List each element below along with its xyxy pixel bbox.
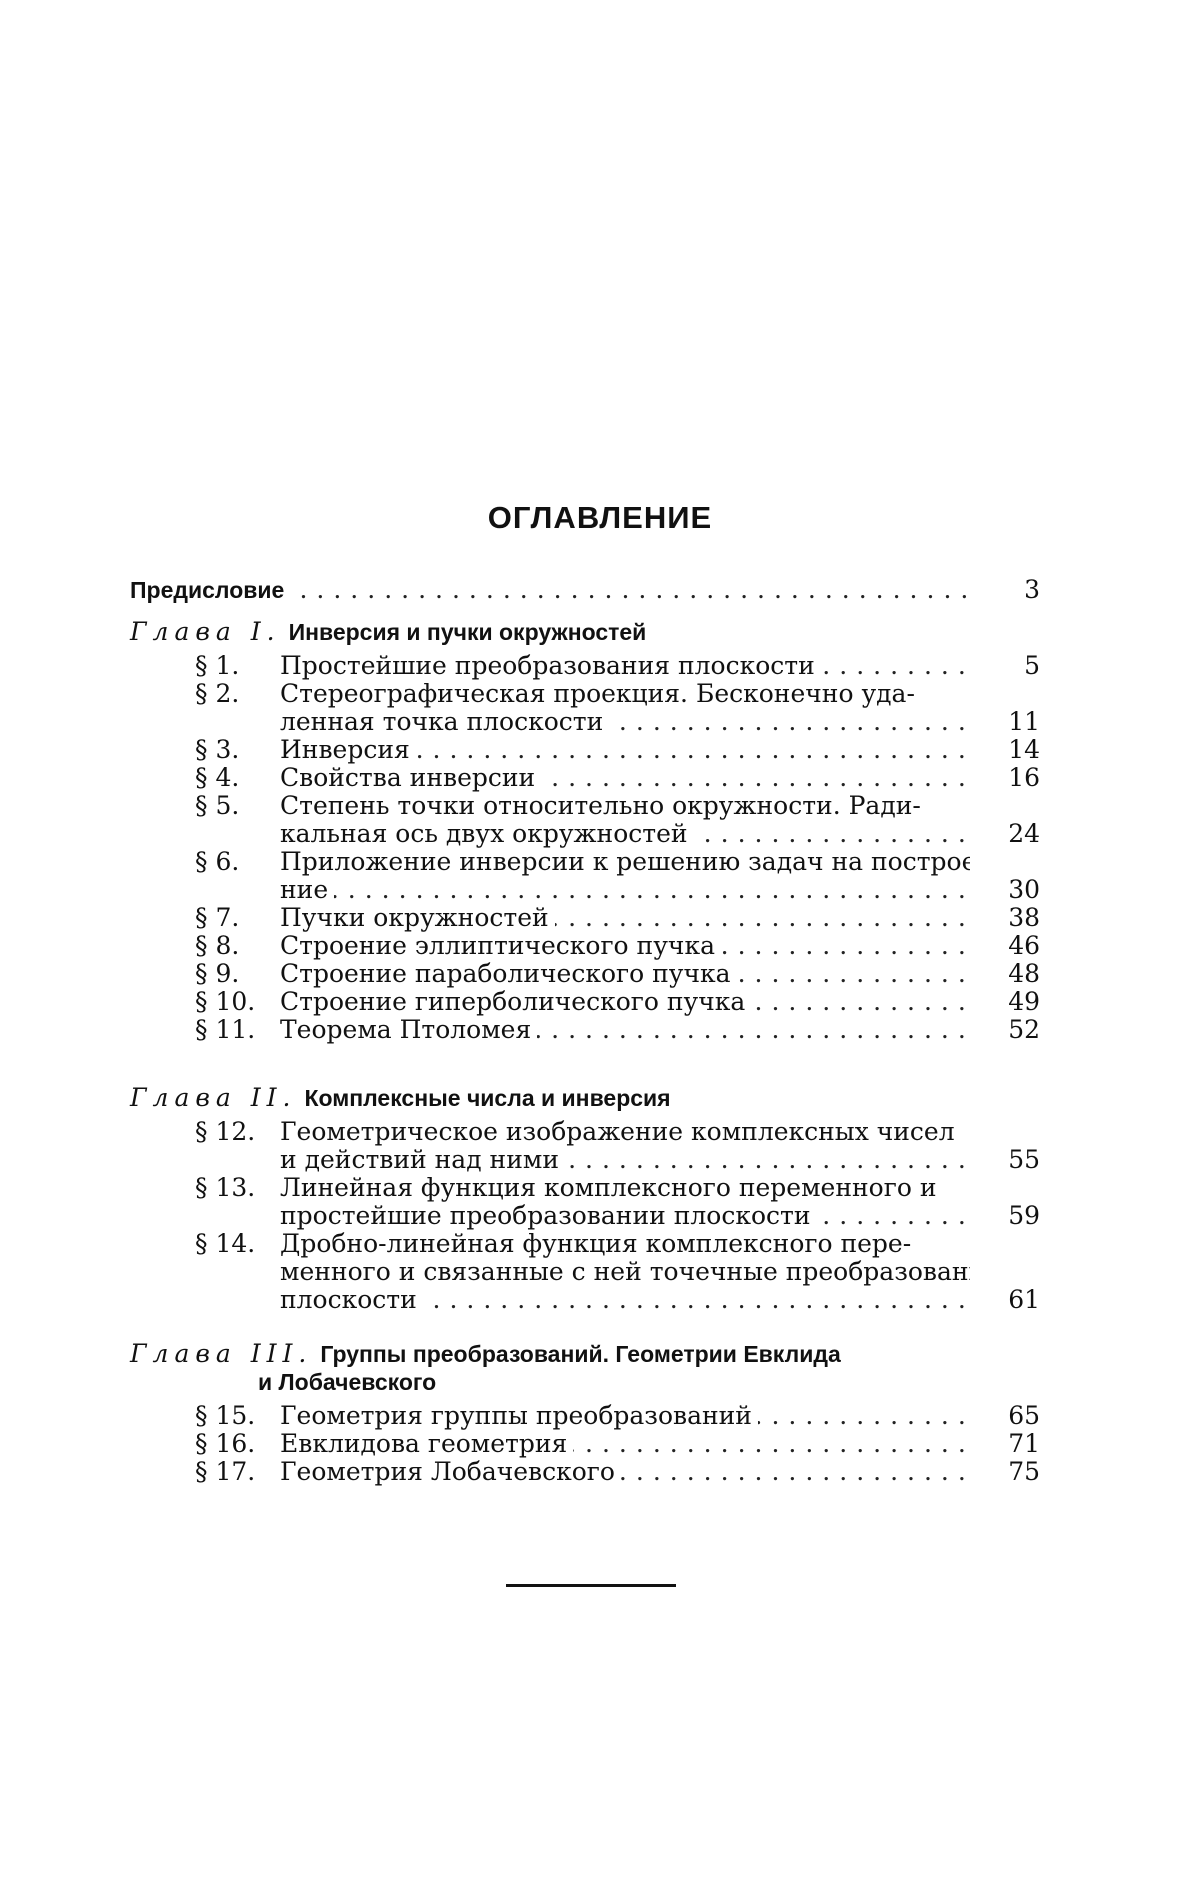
section-title-line: Пучки окружностей xyxy=(280,904,555,932)
toc-section-entry[interactable] xyxy=(195,1430,1040,1458)
end-rule xyxy=(506,1584,676,1587)
section-title-line: Строение параболического пучка xyxy=(280,960,737,988)
dot-leader: .................................................. xyxy=(130,576,978,604)
toc-section-entry[interactable] xyxy=(195,904,1040,932)
chapter-heading-2[interactable] xyxy=(130,1084,671,1112)
dot-leader: .......................................... xyxy=(280,736,970,764)
section-title-line: Линейная функция комплексного переменного и xyxy=(280,1174,942,1202)
section-page: 61 xyxy=(980,1286,1040,1314)
toc-section-entry[interactable] xyxy=(195,1458,1040,1486)
toc-section-entry[interactable] xyxy=(195,764,1040,792)
section-title xyxy=(280,736,970,764)
section-page: 5 xyxy=(980,652,1040,680)
entry-label: Предисловие xyxy=(130,577,290,603)
dot-leader: .......................................... xyxy=(280,876,970,904)
section-title xyxy=(280,680,970,736)
section-page: 52 xyxy=(980,1016,1040,1044)
section-title-line: Инверсия xyxy=(280,736,416,764)
chapter-label: Глава III. xyxy=(130,1339,312,1368)
chapter-heading-1[interactable] xyxy=(130,618,646,646)
section-page: 24 xyxy=(980,820,1040,848)
section-page: 71 xyxy=(980,1430,1040,1458)
section-title-line: Геометрическое изображение комплексных чисел xyxy=(280,1118,961,1146)
section-number: § 17. xyxy=(195,1458,280,1486)
section-title xyxy=(280,1402,970,1430)
section-number: § 2. xyxy=(195,680,280,708)
toc-page xyxy=(0,0,1200,1882)
section-title-line: ние xyxy=(280,876,334,904)
section-number: § 14. xyxy=(195,1230,280,1258)
toc-section-entry[interactable] xyxy=(195,1118,1040,1174)
section-number: § 5. xyxy=(195,792,280,820)
dot-leader: ............................ xyxy=(280,1146,970,1174)
dot-leader: ............................ xyxy=(280,708,970,736)
section-title xyxy=(280,1118,970,1174)
section-number: § 9. xyxy=(195,960,280,988)
chapter-title: Комплексные числа и инверсия xyxy=(304,1085,670,1111)
toc-section-entry[interactable] xyxy=(195,652,1040,680)
section-number: § 12. xyxy=(195,1118,280,1146)
section-number: § 16. xyxy=(195,1430,280,1458)
toc-entry-preface[interactable] xyxy=(130,576,1040,604)
toc-section-entry[interactable] xyxy=(195,960,1040,988)
chapter-title: Инверсия и пучки окружностей xyxy=(289,619,647,645)
section-page: 14 xyxy=(980,736,1040,764)
section-number: § 7. xyxy=(195,904,280,932)
section-number: § 15. xyxy=(195,1402,280,1430)
section-title-line: Евклидова геометрия xyxy=(280,1430,573,1458)
section-page: 48 xyxy=(980,960,1040,988)
page-title: ОГЛАВЛЕНИЕ xyxy=(0,500,1200,536)
section-title-line: Строение гиперболического пучка xyxy=(280,988,751,1016)
section-number: § 11. xyxy=(195,1016,280,1044)
dot-leader: ............................ xyxy=(280,904,970,932)
chapter-heading-3[interactable] xyxy=(130,1340,841,1368)
section-title xyxy=(280,960,970,988)
section-title xyxy=(280,932,970,960)
section-title xyxy=(280,1230,970,1314)
section-page: 30 xyxy=(980,876,1040,904)
toc-section-entry[interactable] xyxy=(195,736,1040,764)
section-title xyxy=(280,764,970,792)
section-page: 16 xyxy=(980,764,1040,792)
section-title xyxy=(280,848,970,904)
section-number: § 8. xyxy=(195,932,280,960)
section-title-line: Строение эллиптического пучка xyxy=(280,932,721,960)
toc-section-entry[interactable] xyxy=(195,1402,1040,1430)
dot-leader: ............................ xyxy=(280,1016,970,1044)
section-title-line: и действий над ними xyxy=(280,1146,565,1174)
section-title-line: Приложение инверсии к решению задач на построе- xyxy=(280,848,970,876)
toc-section-entry[interactable] xyxy=(195,848,1040,904)
section-title-line: Простейшие преобразования плоскости xyxy=(280,652,821,680)
dot-leader: .......................................... xyxy=(280,1286,970,1314)
section-number: § 13. xyxy=(195,1174,280,1202)
section-number: § 1. xyxy=(195,652,280,680)
chapter-title-continued: и Лобачевского xyxy=(258,1369,436,1395)
dot-leader: ............................ xyxy=(280,1430,970,1458)
section-page: 46 xyxy=(980,932,1040,960)
chapter-title: Группы преобразований. Геометрии Евклида xyxy=(320,1341,840,1367)
section-page: 75 xyxy=(980,1458,1040,1486)
chapter-label: Глава I. xyxy=(130,617,281,646)
section-page: 38 xyxy=(980,904,1040,932)
section-title-line: плоскости xyxy=(280,1286,423,1314)
section-title-line: Степень точки относительно окружности. Ради- xyxy=(280,792,927,820)
section-title xyxy=(280,988,970,1016)
section-page: 11 xyxy=(980,708,1040,736)
section-title-line: Геометрия группы преобразований xyxy=(280,1402,758,1430)
chapter-heading-3-cont xyxy=(258,1368,436,1396)
section-title-line: Свойства инверсии xyxy=(280,764,541,792)
section-title-line: Теорема Птоломея xyxy=(280,1016,537,1044)
section-title-line: менного и связанные с ней точечные преобразования xyxy=(280,1258,970,1286)
section-title xyxy=(280,792,970,848)
entry-page: 3 xyxy=(980,576,1040,604)
section-title xyxy=(280,904,970,932)
section-title xyxy=(280,1016,970,1044)
section-page: 55 xyxy=(980,1146,1040,1174)
section-title xyxy=(280,1174,970,1230)
toc-section-entry[interactable] xyxy=(195,680,1040,736)
chapter-label: Глава II. xyxy=(130,1083,296,1112)
section-title xyxy=(280,1458,970,1486)
section-number: § 4. xyxy=(195,764,280,792)
section-title xyxy=(280,1430,970,1458)
toc-section-entry[interactable] xyxy=(195,932,1040,960)
section-page: 59 xyxy=(980,1202,1040,1230)
section-title-line: Геометрия Лобачевского xyxy=(280,1458,621,1486)
section-title-line: ленная точка плоскости xyxy=(280,708,609,736)
section-number: § 10. xyxy=(195,988,280,1016)
section-title xyxy=(280,652,970,680)
section-title-line: кальная ось двух окружностей xyxy=(280,820,694,848)
dot-leader: ............................ xyxy=(280,1458,970,1486)
section-page: 49 xyxy=(980,988,1040,1016)
toc-section-entry[interactable] xyxy=(195,988,1040,1016)
toc-section-entry[interactable] xyxy=(195,1230,1040,1314)
toc-section-entry[interactable] xyxy=(195,1174,1040,1230)
section-title-line: простейшие преобразовании плоскости xyxy=(280,1202,817,1230)
toc-section-entry[interactable] xyxy=(195,1016,1040,1044)
section-page: 65 xyxy=(980,1402,1040,1430)
section-title-line: Стереографическая проекция. Бесконечно уда- xyxy=(280,680,921,708)
section-title-line: Дробно-линейная функция комплексного пере- xyxy=(280,1230,917,1258)
section-number: § 6. xyxy=(195,848,280,876)
toc-section-entry[interactable] xyxy=(195,792,1040,848)
section-number: § 3. xyxy=(195,736,280,764)
dot-leader: ............................ xyxy=(280,764,970,792)
